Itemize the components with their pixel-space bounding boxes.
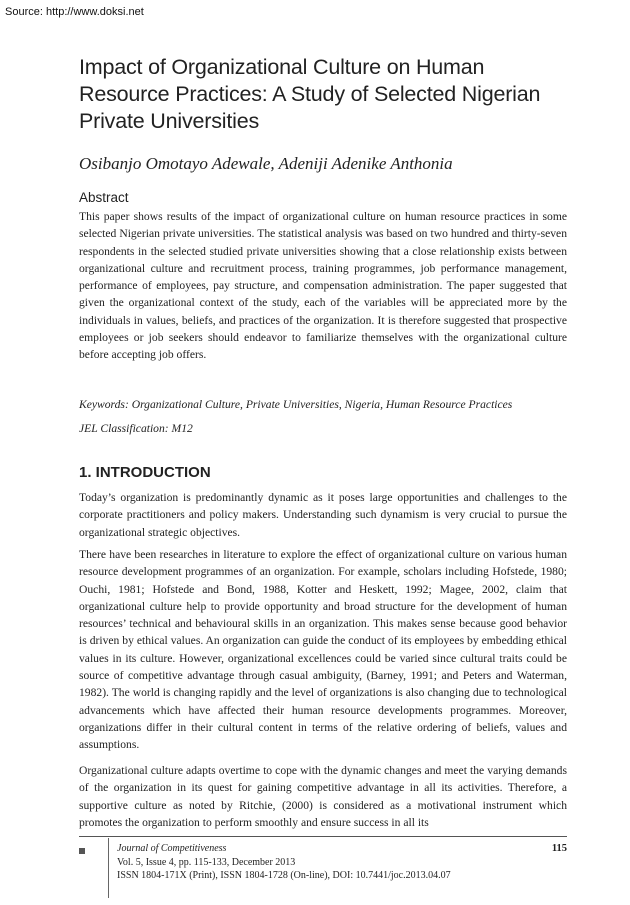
footer-volume: Vol. 5, Issue 4, pp. 115-133, December 2013 <box>117 857 296 868</box>
introduction-paragraph-1: Today’s organization is predominantly dynamic as it poses large opportunities and challenges to the corporate practitioners and policy makers. Understanding such dynamism is very crucial to pursue the organizational strategic objectives. <box>79 491 567 539</box>
footer-vertical-divider <box>108 838 109 898</box>
footer-divider <box>79 836 567 837</box>
source-label: Source: http://www.doksi.net <box>5 6 144 18</box>
jel-classification: JEL Classification: M12 <box>79 422 193 435</box>
abstract-heading: Abstract <box>79 190 129 205</box>
abstract-text: This paper shows results of the impact of organizational culture on human resource practices in some selected Nigerian private universities. The statistical analysis was based on two hundred and thirty-seven respondents in the selected studied private universities showing that a close relationship exists between organizational culture and recruitment process, training programmes, job performance management, performance of employees, pay structure, and compensation administration. The paper suggested that given the organizational context of the study, each of the variables will be appreciated more by the individuals in values, beliefs, and practices of the organization. It is therefore suggested that prospective employees or job seekers should endeavor to familiarize themselves with the organizational culture before accepting job offers. <box>79 210 567 362</box>
paper-title: Impact of Organizational Culture on Human Resource Practices: A Study of Selected Nigerian Private Universities <box>79 55 541 133</box>
introduction-paragraph-3: Organizational culture adapts overtime to cope with the dynamic changes and meet the varying demands of the organization in its quest for gaining competitive advantage in all its activities. Therefore, a supportive culture as noted by Ritchie, (2000) is considered as a motivational instrument which promotes the organization to perform smoothly and ensure success in all its <box>79 764 567 829</box>
footer-journal-name: Journal of Competitiveness <box>117 843 227 854</box>
authors: Osibanjo Omotayo Adewale, Adeniji Adenike Anthonia <box>79 154 453 173</box>
page-number: 115 <box>551 843 567 854</box>
section-heading-introduction: 1. INTRODUCTION <box>79 464 211 481</box>
footer-square-icon <box>79 848 85 854</box>
introduction-paragraph-2: There have been researches in literature to explore the effect of organizational culture on various human resource development programmes of an organization. For example, scholars including Hofstede, 1980; Ouchi, 1981; Hofstede and Bond, 1988, Kotter and Heskett, 1992; Magee, 2002, claim that organizational culture help to provide opportunity and broad structure for the development of human resources’ technical and behavioural skills in an organization. This makes sense because good behavior is driven by ethical values. An organization can guide the conduct of its employees by embedding ethical values in its culture. However, organizational excellences could be varied since cultural traits could be source of competitive advantage through casual ambiguity, (Barney, 1991; and Peters and Waterman, 1982). The world is changing rapidly and the level of organizations is also changing due to technological advancements which have affected their human resource developments programmes. Moreover, organizations differ in their cultural content in terms of the relative ordering of beliefs, values and assumptions. <box>79 548 567 752</box>
keywords: Keywords: Organizational Culture, Private Universities, Nigeria, Human Resource Practices <box>79 398 513 411</box>
footer-issn: ISSN 1804-171X (Print), ISSN 1804-1728 (On-line), DOI: 10.7441/joc.2013.04.07 <box>117 870 451 881</box>
